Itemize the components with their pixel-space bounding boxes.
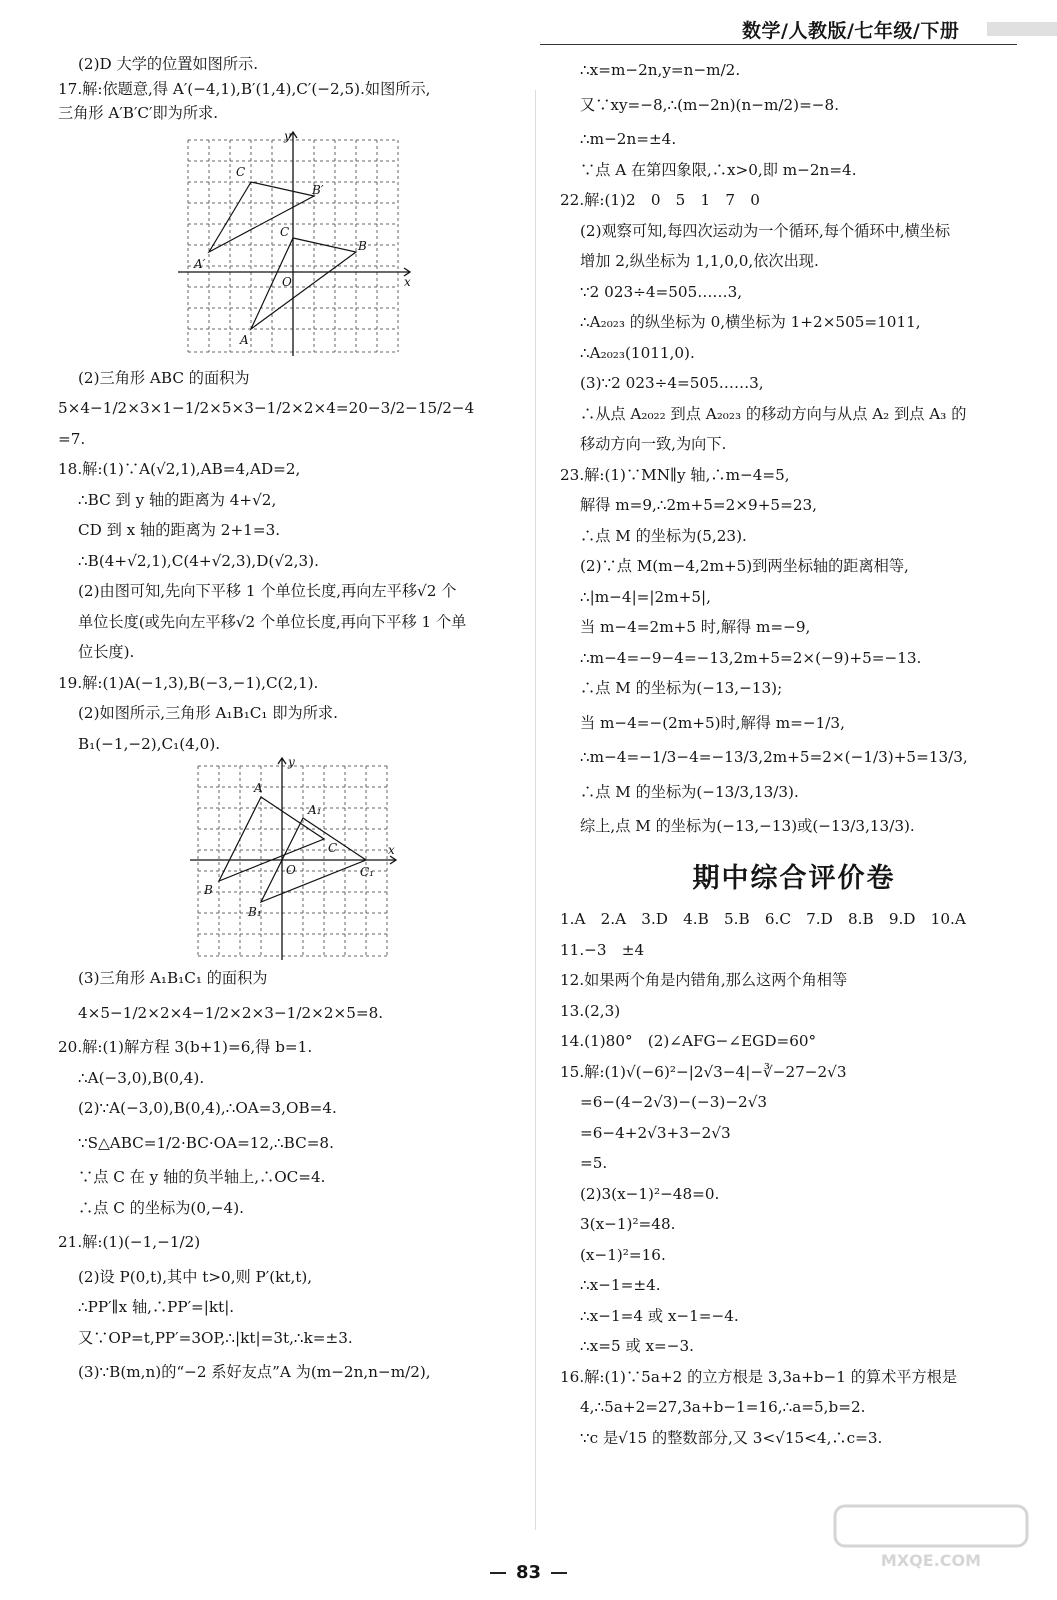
answer-line: 位长度).: [78, 643, 135, 661]
answer-line: 14.(1)80° (2)∠AFG−∠EGD=60°: [560, 1032, 817, 1050]
answer-line: (2)如图所示,三角形 A₁B₁C₁ 即为所求.: [78, 704, 338, 722]
answer-line: CD 到 x 轴的距离为 2+1=3.: [78, 521, 281, 539]
figure-17-svg: [58, 126, 530, 366]
answer-line: ∴x=m−2n,y=n−m/2.: [580, 61, 741, 79]
answer-line: (2)D 大学的位置如图所示.: [78, 55, 259, 73]
label-x-axis: x: [388, 843, 395, 857]
page-number-value: 83: [515, 1562, 542, 1583]
answer-line: (2)由图可知,先向下平移 1 个单位长度,再向左平移√2 个: [78, 582, 457, 600]
answer-line: 三角形 A′B′C′即为所求.: [58, 104, 219, 122]
answer-line: (2)∵点 M(m−4,2m+5)到两坐标轴的距离相等,: [580, 557, 909, 575]
page-number: [0, 1562, 1057, 1583]
label-A-prime: A′: [194, 256, 206, 271]
answer-line: 17.解:依题意,得 A′(−4,1),B′(1,4),C′(−2,5).如图所示,: [58, 79, 431, 98]
page-header: [0, 0, 1057, 46]
label-B1: B₁: [248, 905, 262, 919]
column-divider: [535, 90, 536, 1530]
answer-line: (x−1)²=16.: [580, 1245, 666, 1264]
answer-line: ∴m−4=−1/3−4=−13/3,2m+5=2×(−1/3)+5=13/3,: [580, 748, 968, 766]
answer-line: ∵点 C 在 y 轴的负半轴上,∴OC=4.: [78, 1168, 326, 1186]
label-C1: C₁: [360, 865, 374, 879]
answer-line: 单位长度(或先向左平移√2 个单位长度,再向下平移 1 个单: [78, 612, 467, 631]
answer-line: ∴A₂₀₂₃(1011,0).: [580, 343, 695, 362]
answer-line: 19.解:(1)A(−1,3),B(−3,−1),C(2,1).: [58, 673, 319, 692]
answer-line: ∴PP′∥x 轴,∴PP′=|kt|.: [78, 1298, 235, 1316]
answer-line: ∴x−1=±4.: [580, 1276, 661, 1294]
grid-lines: [198, 766, 387, 956]
label-B: B: [204, 883, 213, 897]
header-rule: [540, 44, 1017, 45]
coordinate-figure-17: [58, 126, 530, 366]
answer-line: 22.解:(1)2 0 5 1 7 0: [560, 191, 760, 209]
answer-line: 13.(2,3): [560, 1001, 621, 1020]
answer-line: (2)设 P(0,t),其中 t>0,则 P′(kt,t),: [78, 1267, 313, 1286]
triangles: [209, 182, 356, 329]
answer-line: 移动方向一致,为向下.: [580, 435, 727, 453]
answer-line: B₁(−1,−2),C₁(4,0).: [78, 734, 221, 753]
answer-line: ∴BC 到 y 轴的距离为 4+√2,: [78, 490, 277, 509]
answer-line: ∴点 M 的坐标为(−13/3,13/3).: [580, 782, 799, 801]
section-title: 期中综合评价卷: [692, 862, 896, 894]
answer-line: 综上,点 M 的坐标为(−13,−13)或(−13/3,13/3).: [580, 817, 915, 835]
answer-line: ∴点 M 的坐标为(5,23).: [580, 526, 747, 545]
answer-line: 12.如果两个角是内错角,那么这两个角相等: [560, 971, 848, 989]
answer-line: ∵2 023÷4=505……3,: [580, 282, 743, 301]
answer-line: (3)三角形 A₁B₁C₁ 的面积为: [78, 969, 268, 987]
answer-line: 20.解:(1)解方程 3(b+1)=6,得 b=1.: [58, 1038, 313, 1056]
answer-line: 16.解:(1)∵5a+2 的立方根是 3,3a+b−1 的算术平方根是: [560, 1367, 958, 1386]
coordinate-figure-19: [58, 756, 530, 966]
right-column: [560, 52, 1028, 1450]
label-C: C: [328, 841, 338, 855]
label-x-axis: x: [404, 274, 411, 289]
header-tab-decoration: [987, 22, 1057, 36]
watermark-text: MXQE.COM: [880, 1551, 982, 1570]
answer-line: 又∵OP=t,PP′=3OP,∴|kt|=3t,∴k=±3.: [78, 1328, 353, 1347]
label-C: C: [280, 224, 290, 239]
answer-line: (2)三角形 ABC 的面积为: [78, 368, 250, 387]
answer-line: ∴|m−4|=|2m+5|,: [580, 587, 711, 606]
answer-line: 又∵xy=−8,∴(m−2n)(n−m/2)=−8.: [580, 95, 840, 114]
answer-line: (3)∵2 023÷4=505……3,: [580, 374, 764, 392]
page-number-dash-right: [551, 1572, 567, 1574]
page-number-dash-left: [490, 1572, 506, 1574]
answer-line: 4×5−1/2×2×4−1/2×2×3−1/2×2×5=8.: [78, 1003, 384, 1022]
answer-line: (2)观察可知,每四次运动为一个循环,每个循环中,横坐标: [580, 221, 951, 240]
figure-19-svg: [58, 756, 530, 966]
answer-line: 21.解:(1)(−1,−1/2): [58, 1233, 201, 1251]
answer-line: (2)3(x−1)²−48=0.: [580, 1184, 720, 1203]
answer-line: 5×4−1/2×3×1−1/2×5×3−1/2×2×4=20−3/2−15/2−4: [58, 399, 475, 417]
answer-line: ∴A₂₀₂₃ 的纵坐标为 0,横坐标为 1+2×505=1011,: [580, 313, 921, 331]
answer-line: ∵c 是√15 的整数部分,又 3<√15<4,∴c=3.: [580, 1428, 883, 1447]
label-B-prime: B′: [312, 182, 324, 197]
label-origin: O: [286, 863, 296, 877]
answer-line: 3(x−1)²=48.: [580, 1215, 676, 1233]
left-column: [58, 52, 530, 1385]
answer-line: (3)∵B(m,n)的“−2 系好友点”A 为(m−2n,n−m/2),: [78, 1363, 431, 1381]
answer-line: 当 m−4=2m+5 时,解得 m=−9,: [580, 618, 811, 636]
answer-line: 增加 2,纵坐标为 1,1,0,0,依次出现.: [580, 252, 819, 270]
answer-line: =5.: [580, 1154, 608, 1172]
answer-line: =7.: [58, 429, 86, 448]
answer-line: ∴m−2n=±4.: [580, 130, 677, 148]
label-B: B: [358, 238, 367, 253]
label-y-axis: y: [284, 128, 291, 143]
answer-line: ∴B(4+√2,1),C(4+√2,3),D(√2,3).: [78, 551, 319, 570]
label-A: A: [240, 332, 249, 347]
label-origin: O: [282, 274, 292, 289]
answer-line: 15.解:(1)√(−6)²−|2√3−4|−∛−27−2√3: [560, 1062, 847, 1081]
answer-line: ∴x=5 或 x=−3.: [580, 1337, 694, 1355]
answer-line: 23.解:(1)∵MN∥y 轴,∴m−4=5,: [560, 465, 790, 484]
answer-line: 11.−3 ±4: [560, 940, 645, 959]
answer-line: ∴点 C 的坐标为(0,−4).: [78, 1198, 244, 1217]
answer-line: ∴x−1=4 或 x−1=−4.: [580, 1306, 739, 1325]
answer-line: 4,∴5a+2=27,3a+b−1=16,∴a=5,b=2.: [580, 1398, 866, 1416]
axes: [178, 132, 410, 356]
answer-line: ∴点 M 的坐标为(−13,−13);: [580, 679, 783, 697]
answer-line: ∵点 A 在第四象限,∴x>0,即 m−2n=4.: [580, 160, 857, 179]
answer-line: 1.A 2.A 3.D 4.B 5.B 6.C 7.D 8.B 9.D 10.A: [560, 910, 966, 928]
answer-line: ∵S△ABC=1/2·BC·OA=12,∴BC=8.: [78, 1133, 334, 1152]
answer-line: (2)∵A(−3,0),B(0,4),∴OA=3,OB=4.: [78, 1099, 337, 1117]
answer-line: 18.解:(1)∵A(√2,1),AB=4,AD=2,: [58, 460, 301, 478]
header-title: 数学/人教版/七年级/下册: [742, 20, 960, 42]
label-y-axis: y: [288, 756, 295, 769]
answer-line: ∴A(−3,0),B(0,4).: [78, 1068, 205, 1087]
answer-line: =6−(4−2√3)−(−3)−2√3: [580, 1093, 768, 1111]
answer-line: ∴m−4=−9−4=−13,2m+5=2×(−9)+5=−13.: [580, 648, 922, 667]
answer-line: ∴从点 A₂₀₂₂ 到点 A₂₀₂₃ 的移动方向与从点 A₂ 到点 A₃ 的: [580, 404, 967, 423]
label-C-prime: C: [236, 164, 246, 179]
label-A1: A₁: [308, 803, 322, 817]
label-A: A: [254, 781, 263, 795]
answer-line: 解得 m=9,∴2m+5=2×9+5=23,: [580, 496, 817, 514]
answer-line: 当 m−4=−(2m+5)时,解得 m=−1/3,: [580, 713, 845, 732]
answer-line: =6−4+2√3+3−2√3: [580, 1123, 731, 1142]
